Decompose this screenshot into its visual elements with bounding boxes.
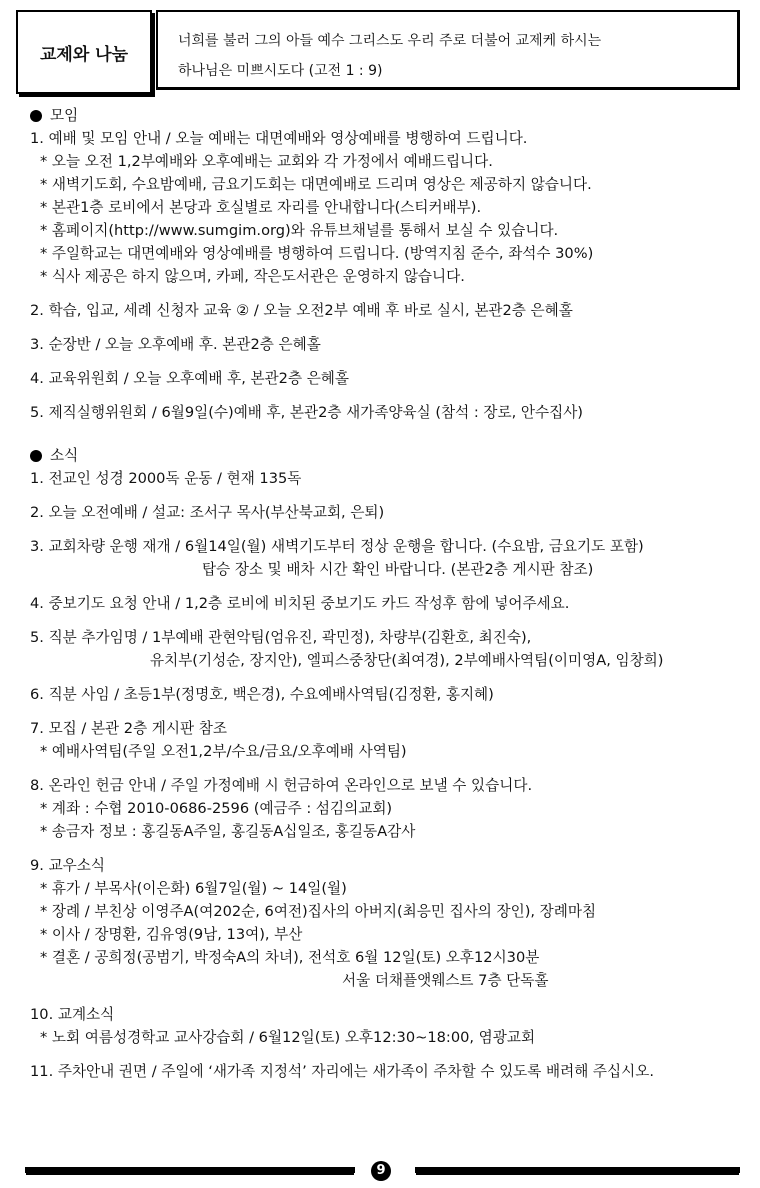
page-number: 9 xyxy=(371,1161,391,1181)
list-item: 1. 전교인 성경 2000독 운동 / 현재 135독 xyxy=(30,470,302,487)
list-item: 1. 예배 및 모임 안내 / 오늘 예배는 대면예배와 영상예배를 병행하여 드립니다. xyxy=(30,130,528,147)
list-item: 3. 순장반 / 오늘 오후예배 후. 본관2층 은혜홀 xyxy=(30,336,321,353)
list-item-continuation: 탑승 장소 및 배차 시간 확인 바랍니다. (본관2층 게시판 참조) xyxy=(202,561,594,578)
list-item: 7. 모집 / 본관 2층 게시판 참조 xyxy=(30,720,227,737)
list-subitem: * 주일학교는 대면예배와 영상예배를 병행하여 드립니다. (방역지침 준수, 좌석수 30%) xyxy=(40,245,594,262)
bullet-icon xyxy=(30,110,42,122)
page-footer xyxy=(25,1164,740,1178)
list-item-continuation: 유치부(기성순, 장지안), 엘피스중창단(최여경), 2부예배사역팀(이미영A, 임창희) xyxy=(150,652,664,669)
list-subitem: * 송금자 정보 : 홍길동A주일, 홍길동A십일조, 홍길동A감사 xyxy=(40,823,416,840)
verse-line: 하나님은 미쁘시도다 (고전 1 : 9) xyxy=(178,63,383,79)
list-item: 5. 제직실행위원회 / 6월9일(수)예배 후, 본관2층 새가족양육실 (참석 : 장로, 안수집사) xyxy=(30,404,583,421)
list-subitem: * 오늘 오전 1,2부예배와 오후예배는 교회와 각 가정에서 예배드립니다. xyxy=(40,153,493,170)
list-subitem: * 예배사역팀(주일 오전1,2부/수요/금요/오후예배 사역팀) xyxy=(40,743,407,760)
list-item: 6. 직분 사임 / 초등1부(정명호, 백은경), 수요예배사역팀(김정환, 홍지혜) xyxy=(30,686,494,703)
list-item-continuation: 서울 더채플앳웨스트 7층 단독홀 xyxy=(342,972,549,989)
bulletin-content xyxy=(30,104,745,1083)
list-item: 2. 학습, 입교, 세례 신청자 교육 ② / 오늘 오전2부 예배 후 바로 실시, 본관2층 은혜홀 xyxy=(30,302,573,319)
section-heading-news: 소식 xyxy=(30,444,745,467)
bullet-icon xyxy=(30,450,42,462)
list-subitem: * 노회 여름성경학교 교사강습회 / 6월12일(토) 오후12:30~18:00, 염광교회 xyxy=(40,1029,536,1046)
list-item: 9. 교우소식 xyxy=(30,857,105,874)
section-title: 교제와 나눔 xyxy=(16,10,152,94)
list-subitem: * 휴가 / 부목사(이은화) 6월7일(월) ~ 14일(월) xyxy=(40,880,347,897)
list-subitem: * 본관1층 로비에서 본당과 호실별로 자리를 안내합니다(스티커배부). xyxy=(40,199,482,216)
list-subitem: * 새벽기도회, 수요밤예배, 금요기도회는 대면예배로 드리며 영상은 제공하지 않습니다. xyxy=(40,176,592,193)
list-item: 2. 오늘 오전예배 / 설교: 조서구 목사(부산북교회, 은퇴) xyxy=(30,504,385,521)
list-item: 4. 중보기도 요청 안내 / 1,2층 로비에 비치된 중보기도 카드 작성후 함에 넣어주세요. xyxy=(30,595,570,612)
list-subitem: * 이사 / 장명환, 김유영(9남, 13여), 부산 xyxy=(40,926,303,943)
list-item: 11. 주차안내 권면 / 주일에 ‘새가족 지정석’ 자리에는 새가족이 주차할 수 있도록 배려해 주십시오. xyxy=(30,1063,654,1080)
list-subitem: * 결혼 / 공희정(공범기, 박정숙A의 차녀), 전석호 6월 12일(토) 오후12시30분 xyxy=(40,949,540,966)
list-item: 5. 직분 추가임명 / 1부예배 관현악팀(엄유진, 곽민정), 차량부(김환호, 최진숙), xyxy=(30,629,532,646)
list-subitem: * 계좌 : 수협 2010-0686-2596 (예금주 : 섬김의교회) xyxy=(40,800,393,817)
list-item: 4. 교육위원회 / 오늘 오후예배 후, 본관2층 은혜홀 xyxy=(30,370,349,387)
section-heading-meetings: 모임 xyxy=(30,104,745,127)
list-subitem: * 장례 / 부친상 이영주A(여202순, 6여전)집사의 아버지(최응민 집사의 장인), 장례마침 xyxy=(40,903,597,920)
list-subitem: * 홈페이지(http://www.sumgim.org)와 유튜브채널를 통해서 보실 수 있습니다. xyxy=(40,222,559,239)
list-item: 3. 교회차량 운행 재개 / 6월14일(월) 새벽기도부터 정상 운행을 합니다. (수요밤, 금요기도 포함) xyxy=(30,538,644,555)
list-item: 10. 교계소식 xyxy=(30,1006,115,1023)
bible-verse-box xyxy=(156,10,740,90)
header xyxy=(16,10,742,92)
footer-rule-left xyxy=(25,1167,355,1173)
list-subitem: * 식사 제공은 하지 않으며, 카페, 작은도서관은 운영하지 않습니다. xyxy=(40,268,465,285)
footer-rule-right xyxy=(415,1167,740,1173)
verse-line: 너희를 불러 그의 아들 예수 그리스도 우리 주로 더불어 교제케 하시는 xyxy=(178,33,602,49)
list-item: 8. 온라인 헌금 안내 / 주일 가정예배 시 헌금하여 온라인으로 보낼 수 있습니다. xyxy=(30,777,533,794)
